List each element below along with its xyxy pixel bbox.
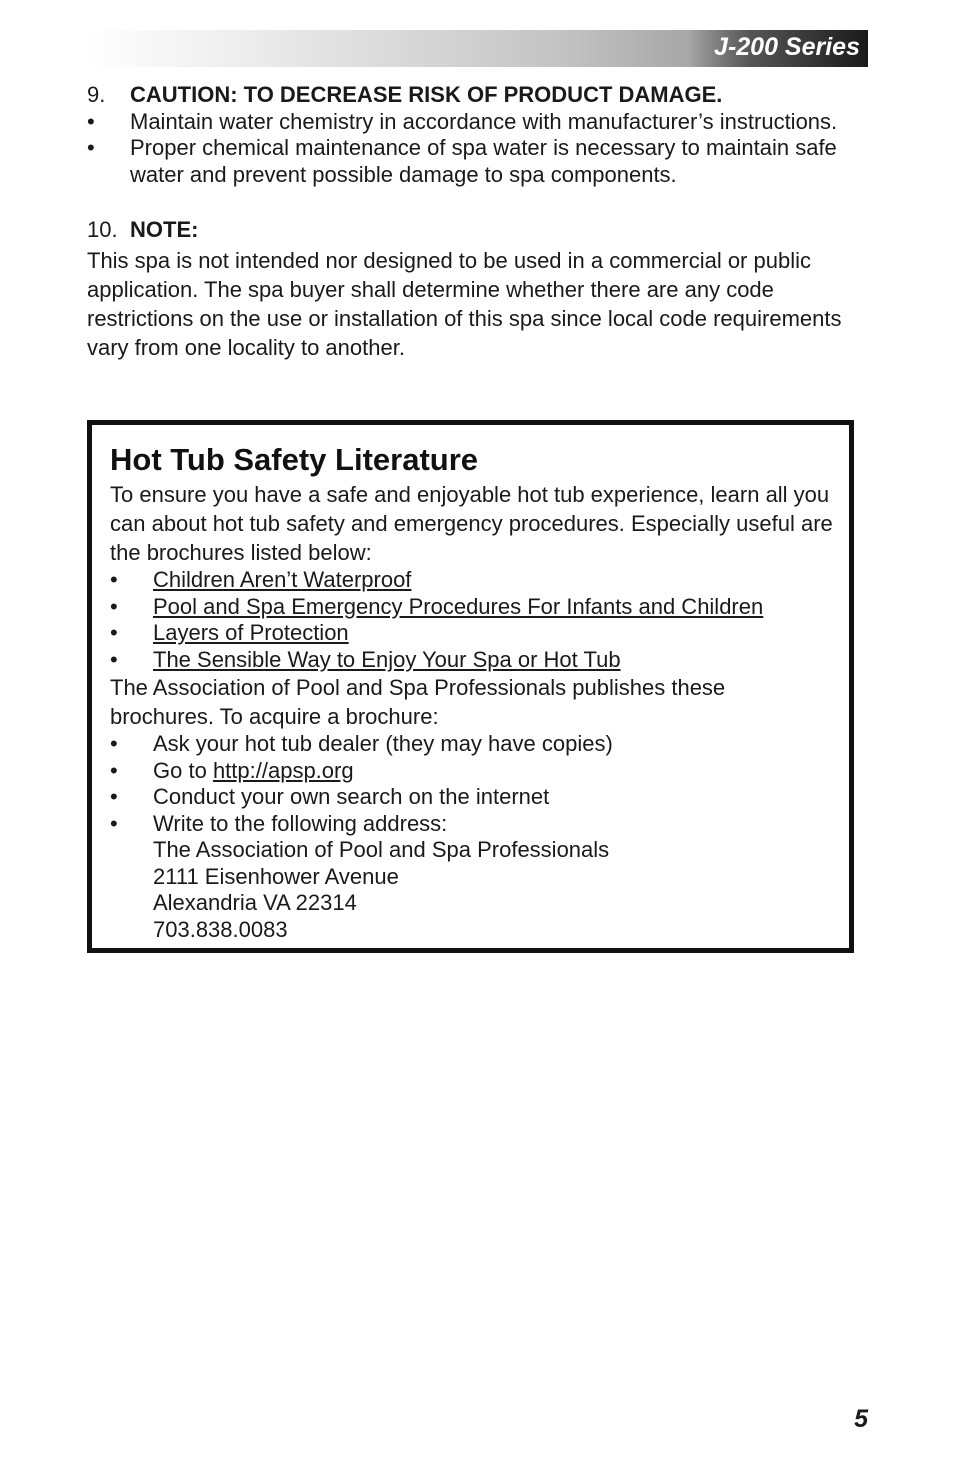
acquire-item-website: [110, 758, 835, 785]
bullet-icon: •: [110, 731, 118, 756]
bullet-icon: •: [110, 620, 118, 645]
acquire-text: Write to the following address:: [153, 810, 448, 836]
item9-number: 9.: [87, 82, 106, 107]
item9-bullet-1: [87, 109, 867, 136]
bullet-icon: •: [110, 810, 118, 836]
acquire-item-search: [110, 784, 835, 811]
bullet-icon: •: [87, 108, 95, 134]
brochure-item: [110, 567, 835, 594]
item10-body: This spa is not intended nor designed to be used in a commercial or public application. The spa buyer shall determine whether there are any code restrictions on the use or installation of this spa since local code requirements vary from one locality to another.: [87, 247, 842, 360]
brochure-link[interactable]: Children Aren’t Waterproof: [153, 567, 412, 592]
literature-intro: To ensure you have a safe and enjoyable hot tub experience, learn all you can about hot tub safety and emergency procedures. Especially useful are the brochures listed below:: [110, 482, 833, 565]
series-title: J-200 Series: [714, 33, 860, 61]
item10-heading: [87, 217, 867, 244]
item9-bullet-text: Maintain water chemistry in accordance with manufacturer’s instructions.: [130, 108, 838, 134]
header-bar: [88, 30, 868, 67]
item9-bullet-2: [87, 135, 867, 188]
brochure-item: [110, 594, 835, 621]
brochure-item: [110, 647, 835, 674]
bullet-icon: •: [110, 784, 118, 809]
brochure-link[interactable]: Layers of Protection: [153, 620, 349, 645]
address-block: [110, 837, 835, 943]
apsp-website-link[interactable]: http://apsp.org: [212, 757, 354, 783]
item9-bullet-text: Proper chemical maintenance of spa water is necessary to maintain safe water and prevent possible damage to spa components.: [130, 135, 837, 187]
brochure-link[interactable]: The Sensible Way to Enjoy Your Spa or Hot Tub: [153, 646, 621, 672]
literature-title: Hot Tub Safety Literature: [110, 442, 479, 477]
brochure-link[interactable]: Pool and Spa Emergency Procedures For Infants and Children: [153, 593, 764, 619]
bullet-icon: •: [110, 757, 118, 783]
item10-number: 10.: [87, 217, 118, 242]
series-tag: [688, 30, 868, 67]
bullet-icon: •: [110, 646, 118, 672]
acquire-text: Conduct your own search on the internet: [153, 784, 550, 809]
literature-box: [87, 420, 854, 953]
acquire-item-write: [110, 811, 835, 838]
address-city: Alexandria VA 22314: [153, 890, 357, 915]
bullet-icon: •: [87, 135, 95, 160]
main-content: [87, 82, 867, 362]
item9-heading-text: CAUTION: TO DECREASE RISK OF PRODUCT DAMAGE.: [130, 82, 723, 107]
address-name: The Association of Pool and Spa Professionals: [153, 837, 610, 862]
item10-heading-text: NOTE:: [130, 217, 199, 242]
acquire-item-dealer: [110, 731, 835, 758]
item9-heading: [87, 82, 867, 109]
bullet-icon: •: [110, 593, 118, 619]
acquire-text: Ask your hot tub dealer (they may have copies): [153, 731, 613, 756]
page-number: 5: [854, 1405, 868, 1433]
address-street: 2111 Eisenhower Avenue: [153, 863, 399, 889]
publisher-text: The Association of Pool and Spa Professionals publishes these brochures. To acquire a brochure:: [110, 675, 726, 729]
goto-prefix: Go to: [153, 757, 207, 783]
address-phone: 703.838.0083: [153, 916, 288, 942]
bullet-icon: •: [110, 567, 118, 592]
brochure-item: [110, 620, 835, 647]
